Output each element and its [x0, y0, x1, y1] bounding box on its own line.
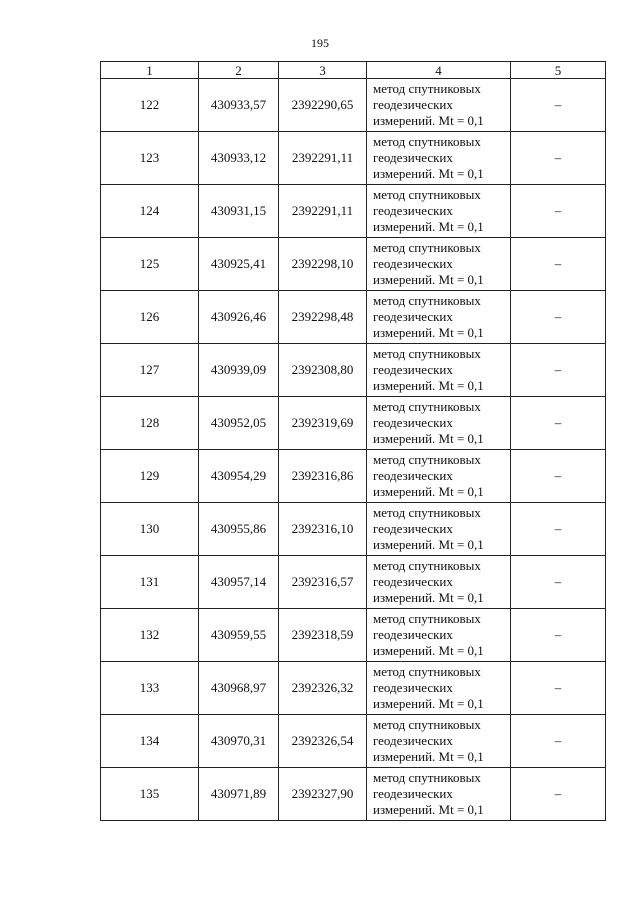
x-coordinate-cell: 430931,15 — [199, 185, 279, 238]
header-col-5: 5 — [511, 62, 606, 79]
table-row — [101, 132, 606, 185]
method-cell: метод спутниковых геодезических измерений. Mt = 0,1 — [367, 397, 511, 450]
method-cell: метод спутниковых геодезических измерений. Mt = 0,1 — [367, 132, 511, 185]
note-cell: – — [511, 715, 606, 768]
point-number-cell: 132 — [101, 609, 199, 662]
x-coordinate-cell: 430952,05 — [199, 397, 279, 450]
point-number-cell: 128 — [101, 397, 199, 450]
note-cell: – — [511, 450, 606, 503]
note-cell: – — [511, 238, 606, 291]
y-coordinate-cell: 2392326,32 — [279, 662, 367, 715]
point-number-cell: 127 — [101, 344, 199, 397]
table-row — [101, 397, 606, 450]
y-coordinate-cell: 2392319,69 — [279, 397, 367, 450]
header-col-1: 1 — [101, 62, 199, 79]
x-coordinate-cell: 430957,14 — [199, 556, 279, 609]
note-cell: – — [511, 609, 606, 662]
x-coordinate-cell: 430933,12 — [199, 132, 279, 185]
y-coordinate-cell: 2392326,54 — [279, 715, 367, 768]
x-coordinate-cell: 430954,29 — [199, 450, 279, 503]
x-coordinate-cell: 430955,86 — [199, 503, 279, 556]
coordinates-table — [100, 61, 606, 821]
y-coordinate-cell: 2392327,90 — [279, 768, 367, 821]
note-cell: – — [511, 662, 606, 715]
point-number-cell: 135 — [101, 768, 199, 821]
method-cell: метод спутниковых геодезических измерений. Mt = 0,1 — [367, 609, 511, 662]
x-coordinate-cell: 430925,41 — [199, 238, 279, 291]
point-number-cell: 134 — [101, 715, 199, 768]
point-number-cell: 124 — [101, 185, 199, 238]
header-col-3: 3 — [279, 62, 367, 79]
method-cell: метод спутниковых геодезических измерений. Mt = 0,1 — [367, 556, 511, 609]
note-cell: – — [511, 397, 606, 450]
note-cell: – — [511, 132, 606, 185]
table-row — [101, 238, 606, 291]
x-coordinate-cell: 430926,46 — [199, 291, 279, 344]
header-row — [101, 62, 606, 79]
method-cell: метод спутниковых геодезических измерений. Mt = 0,1 — [367, 450, 511, 503]
method-cell: метод спутниковых геодезических измерений. Mt = 0,1 — [367, 344, 511, 397]
y-coordinate-cell: 2392290,65 — [279, 79, 367, 132]
header-col-4: 4 — [367, 62, 511, 79]
method-cell: метод спутниковых геодезических измерений. Mt = 0,1 — [367, 185, 511, 238]
table-row — [101, 79, 606, 132]
method-cell: метод спутниковых геодезических измерений. Mt = 0,1 — [367, 662, 511, 715]
note-cell: – — [511, 291, 606, 344]
table-row — [101, 662, 606, 715]
method-cell: метод спутниковых геодезических измерений. Mt = 0,1 — [367, 768, 511, 821]
y-coordinate-cell: 2392298,48 — [279, 291, 367, 344]
table-row — [101, 503, 606, 556]
y-coordinate-cell: 2392316,86 — [279, 450, 367, 503]
point-number-cell: 122 — [101, 79, 199, 132]
x-coordinate-cell: 430970,31 — [199, 715, 279, 768]
note-cell: – — [511, 185, 606, 238]
note-cell: – — [511, 503, 606, 556]
y-coordinate-cell: 2392316,57 — [279, 556, 367, 609]
table-row — [101, 344, 606, 397]
table-row — [101, 556, 606, 609]
method-cell: метод спутниковых геодезических измерений. Mt = 0,1 — [367, 503, 511, 556]
method-cell: метод спутниковых геодезических измерений. Mt = 0,1 — [367, 715, 511, 768]
method-cell: метод спутниковых геодезических измерений. Mt = 0,1 — [367, 291, 511, 344]
method-cell: метод спутниковых геодезических измерений. Mt = 0,1 — [367, 79, 511, 132]
method-cell: метод спутниковых геодезических измерений. Mt = 0,1 — [367, 238, 511, 291]
y-coordinate-cell: 2392318,59 — [279, 609, 367, 662]
header-col-2: 2 — [199, 62, 279, 79]
table-header — [101, 62, 606, 79]
x-coordinate-cell: 430968,97 — [199, 662, 279, 715]
table-body — [101, 79, 606, 821]
table-row — [101, 185, 606, 238]
y-coordinate-cell: 2392291,11 — [279, 132, 367, 185]
x-coordinate-cell: 430959,55 — [199, 609, 279, 662]
x-coordinate-cell: 430939,09 — [199, 344, 279, 397]
note-cell: – — [511, 556, 606, 609]
x-coordinate-cell: 430933,57 — [199, 79, 279, 132]
point-number-cell: 123 — [101, 132, 199, 185]
table-row — [101, 291, 606, 344]
point-number-cell: 126 — [101, 291, 199, 344]
page-number: 195 — [311, 36, 329, 50]
y-coordinate-cell: 2392298,10 — [279, 238, 367, 291]
note-cell: – — [511, 344, 606, 397]
note-cell: – — [511, 768, 606, 821]
table-row — [101, 450, 606, 503]
point-number-cell: 129 — [101, 450, 199, 503]
note-cell: – — [511, 79, 606, 132]
point-number-cell: 133 — [101, 662, 199, 715]
y-coordinate-cell: 2392316,10 — [279, 503, 367, 556]
point-number-cell: 130 — [101, 503, 199, 556]
y-coordinate-cell: 2392291,11 — [279, 185, 367, 238]
table-row — [101, 715, 606, 768]
x-coordinate-cell: 430971,89 — [199, 768, 279, 821]
point-number-cell: 131 — [101, 556, 199, 609]
table-row — [101, 768, 606, 821]
point-number-cell: 125 — [101, 238, 199, 291]
table-row — [101, 609, 606, 662]
y-coordinate-cell: 2392308,80 — [279, 344, 367, 397]
